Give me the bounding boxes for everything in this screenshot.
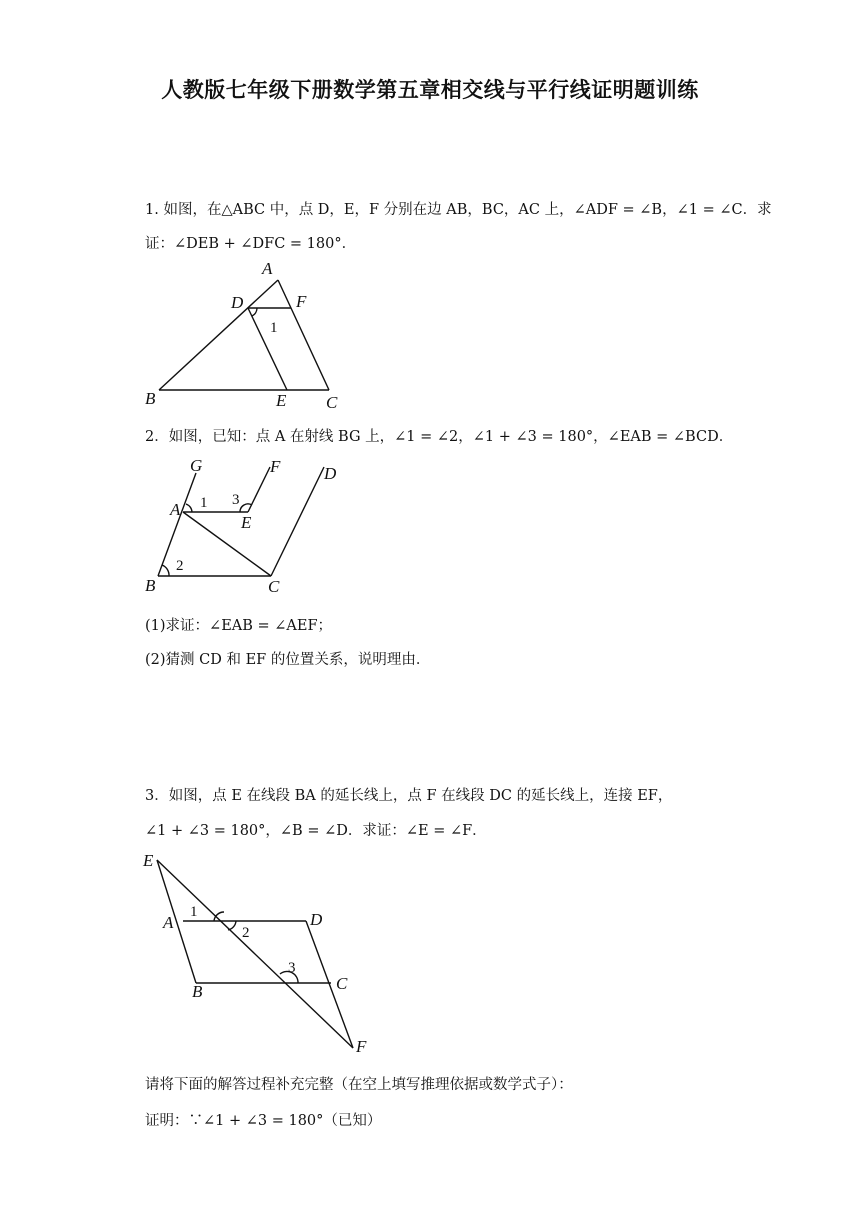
q2-label-f: F <box>270 457 281 476</box>
q1-label-d: D <box>231 293 244 312</box>
q3-label-2: 2 <box>242 925 250 941</box>
q1-label-f: F <box>296 292 307 311</box>
q1-label-a: A <box>262 259 273 278</box>
q2-label-1: 1 <box>200 495 208 511</box>
q1-label-b: B <box>145 389 156 408</box>
q2-label-b: B <box>145 576 156 595</box>
q3-text-line1: 3．如图，点 E 在线段 BA 的延长线上，点 F 在线段 DC 的延长线上，连接 EF， <box>145 788 673 804</box>
q1-text-line1: 1. 如图，在△ABC 中，点 D，E，F 分别在边 AB，BC，AC 上，∠ADF = ∠B，∠1 = ∠C．求 <box>145 202 772 218</box>
q3-label-a: A <box>163 913 174 932</box>
q3-label-3: 3 <box>288 960 296 976</box>
q2-figure <box>140 455 360 600</box>
q2-label-d: D <box>324 464 337 483</box>
q1-label-c: C <box>326 393 338 412</box>
q3-label-b: B <box>192 982 203 1001</box>
q2-angle-2-arc <box>162 565 169 576</box>
q2-sub1: (1)求证：∠EAB = ∠AEF； <box>145 618 333 634</box>
q1-label-e: E <box>276 391 287 410</box>
q3-label-c: C <box>336 974 348 993</box>
q2-label-2: 2 <box>176 558 184 574</box>
q3-figure <box>140 848 390 1058</box>
q3-label-e: E <box>143 851 154 870</box>
q3-label-d: D <box>310 910 323 929</box>
q2-label-a: A <box>170 500 181 519</box>
q2-label-g: G <box>190 456 203 475</box>
q2-label-c: C <box>268 577 280 596</box>
q2-label-e: E <box>241 513 252 532</box>
q1-text-line2: 证：∠DEB + ∠DFC = 180°． <box>145 236 357 252</box>
q2-segment-cd <box>271 467 324 576</box>
q3-label-f: F <box>356 1037 367 1056</box>
q3-label-1: 1 <box>190 904 198 920</box>
q1-figure <box>140 258 370 414</box>
q3-instruction: 请将下面的解答过程补充完整（在空上填写推理依据或数学式子）： <box>145 1077 573 1093</box>
q3-text-line2: ∠1 + ∠3 = 180°，∠B = ∠D．求证：∠E = ∠F． <box>145 823 487 839</box>
q1-segment-de <box>248 308 287 390</box>
q3-proof-start: 证明：∵∠1 + ∠3 = 180°（已知） <box>145 1113 382 1129</box>
q2-segment-ac <box>183 512 271 576</box>
q2-sub2: (2)猜测 CD 和 EF 的位置关系，说明理由． <box>145 652 431 668</box>
q2-text-line1: 2．如图，已知：点 A 在射线 BG 上，∠1 = ∠2，∠1 + ∠3 = 180°，∠EAB = ∠BCD． <box>145 429 734 445</box>
q1-angle-1-arc <box>252 308 257 316</box>
q1-label-1: 1 <box>270 320 278 336</box>
page-title: 人教版七年级下册数学第五章相交线与平行线证明题训练 <box>161 77 699 102</box>
q2-label-3: 3 <box>232 492 240 508</box>
q2-angle-1-arc <box>186 504 192 512</box>
